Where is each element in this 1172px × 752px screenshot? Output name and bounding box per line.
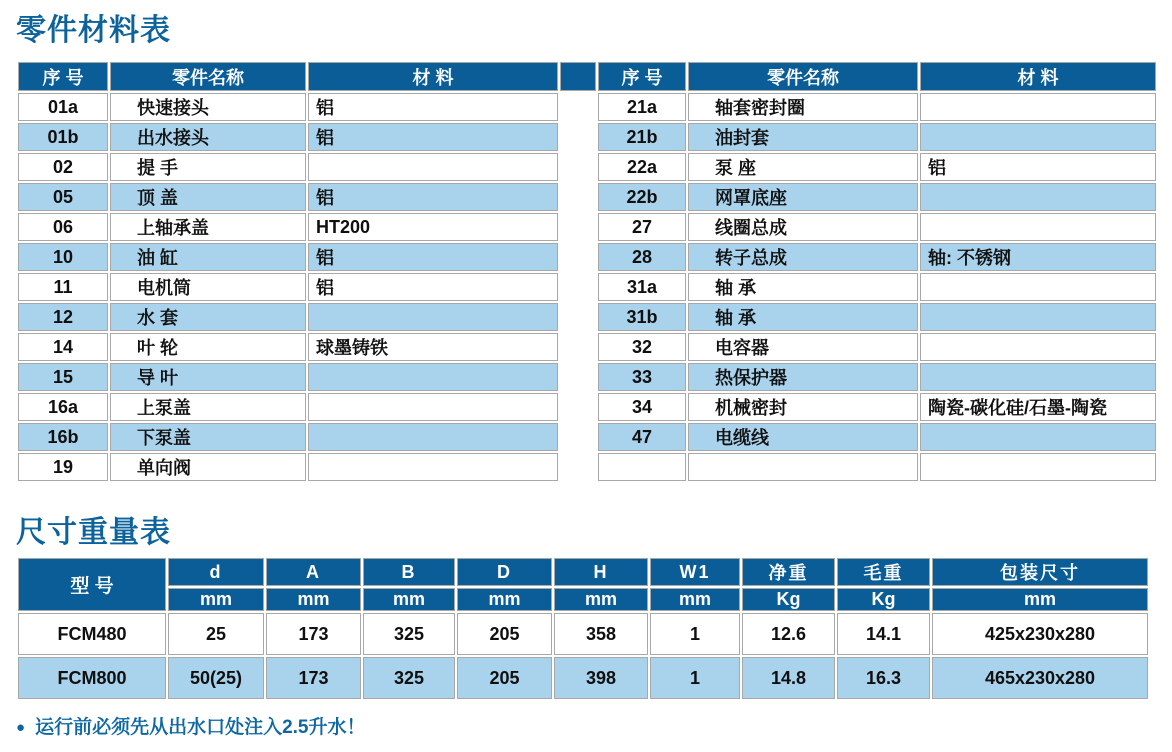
header-gap-cell: [560, 62, 596, 91]
column-header-w1: W1: [650, 558, 740, 586]
column-header-model: 型 号: [18, 558, 166, 611]
table-gap-cell: [560, 273, 596, 301]
column-header-name-left: 零件名称: [110, 62, 306, 91]
part-material-cell: 轴: 不锈钢: [920, 243, 1156, 271]
unit-cell: mm: [168, 588, 264, 611]
parts-material-table: [16, 60, 1158, 483]
part-name-cell: 轴套密封圈: [688, 93, 918, 121]
value-cell-gross-weight: 14.1: [837, 613, 930, 655]
part-material-cell: [920, 453, 1156, 481]
part-material-cell: 铝: [308, 93, 558, 121]
part-material-cell: 铝: [920, 153, 1156, 181]
value-cell-b: 325: [363, 613, 455, 655]
column-header-d: d: [168, 558, 264, 586]
part-material-cell: 铝: [308, 273, 558, 301]
parts-table-row: [18, 393, 1156, 421]
column-header-gross-weight: 毛重: [837, 558, 930, 586]
part-no-cell: 06: [18, 213, 108, 241]
part-name-cell: 电容器: [688, 333, 918, 361]
unit-cell: mm: [457, 588, 552, 611]
part-no-cell: 15: [18, 363, 108, 391]
part-no-cell: [598, 453, 686, 481]
table-gap-cell: [560, 213, 596, 241]
part-material-cell: 球墨铸铁: [308, 333, 558, 361]
column-header-no-left: 序 号: [18, 62, 108, 91]
part-material-cell: 铝: [308, 243, 558, 271]
part-material-cell: [920, 123, 1156, 151]
value-cell-package-size: 465x230x280: [932, 657, 1148, 699]
part-no-cell: 21b: [598, 123, 686, 151]
column-header-a: A: [266, 558, 361, 586]
part-no-cell: 31a: [598, 273, 686, 301]
table-gap-cell: [560, 453, 596, 481]
table-gap-cell: [560, 303, 596, 331]
parts-table-row: [18, 273, 1156, 301]
part-material-cell: [920, 363, 1156, 391]
value-cell-h: 358: [554, 613, 648, 655]
part-name-cell: 下泵盖: [110, 423, 306, 451]
table-gap-cell: [560, 153, 596, 181]
part-material-cell: [920, 423, 1156, 451]
parts-table-row: [18, 123, 1156, 151]
table-gap-cell: [560, 423, 596, 451]
part-name-cell: 热保护器: [688, 363, 918, 391]
priming-note-text: 运行前必须先从出水口处注入2.5升水！: [35, 717, 366, 738]
part-name-cell: 叶 轮: [110, 333, 306, 361]
part-material-cell: 铝: [308, 183, 558, 211]
parts-header-row: [18, 62, 1156, 91]
part-no-cell: 33: [598, 363, 686, 391]
parts-table-row: [18, 183, 1156, 211]
value-cell-d: 50(25): [168, 657, 264, 699]
size-header-label-row: [18, 558, 1148, 586]
priming-note: [16, 712, 365, 739]
part-no-cell: 27: [598, 213, 686, 241]
size-header-unit-row: [18, 588, 1148, 611]
parts-table-row: [18, 333, 1156, 361]
part-no-cell: 10: [18, 243, 108, 271]
part-name-cell: 电机筒: [110, 273, 306, 301]
part-material-cell: [308, 303, 558, 331]
column-header-material-right: 材 料: [920, 62, 1156, 91]
table-gap-cell: [560, 333, 596, 361]
parts-table-row: [18, 423, 1156, 451]
value-cell-dd: 205: [457, 613, 552, 655]
part-name-cell: 提 手: [110, 153, 306, 181]
column-header-name-right: 零件名称: [688, 62, 918, 91]
size-weight-table: [16, 556, 1150, 701]
model-cell: FCM480: [18, 613, 166, 655]
column-header-no-right: 序 号: [598, 62, 686, 91]
part-no-cell: 32: [598, 333, 686, 361]
table-gap-cell: [560, 123, 596, 151]
value-cell-h: 398: [554, 657, 648, 699]
part-name-cell: 油 缸: [110, 243, 306, 271]
value-cell-net-weight: 12.6: [742, 613, 835, 655]
column-header-material-left: 材 料: [308, 62, 558, 91]
value-cell-dd: 205: [457, 657, 552, 699]
part-material-cell: [308, 153, 558, 181]
part-name-cell: 油封套: [688, 123, 918, 151]
table-gap-cell: [560, 363, 596, 391]
table-gap-cell: [560, 243, 596, 271]
part-no-cell: 28: [598, 243, 686, 271]
part-no-cell: 16b: [18, 423, 108, 451]
part-name-cell: 网罩底座: [688, 183, 918, 211]
unit-cell: mm: [650, 588, 740, 611]
value-cell-b: 325: [363, 657, 455, 699]
parts-table-row: [18, 303, 1156, 331]
unit-cell: Kg: [837, 588, 930, 611]
part-material-cell: [920, 93, 1156, 121]
part-material-cell: [308, 393, 558, 421]
part-no-cell: 34: [598, 393, 686, 421]
model-cell: FCM800: [18, 657, 166, 699]
part-no-cell: 22a: [598, 153, 686, 181]
part-no-cell: 12: [18, 303, 108, 331]
part-material-cell: [920, 303, 1156, 331]
part-no-cell: 05: [18, 183, 108, 211]
part-name-cell: 转子总成: [688, 243, 918, 271]
parts-table-row: [18, 243, 1156, 271]
part-name-cell: 出水接头: [110, 123, 306, 151]
table-gap-cell: [560, 183, 596, 211]
table-gap-cell: [560, 393, 596, 421]
part-no-cell: 02: [18, 153, 108, 181]
table-gap-cell: [560, 93, 596, 121]
part-no-cell: 22b: [598, 183, 686, 211]
column-header-b: B: [363, 558, 455, 586]
part-material-cell: [920, 273, 1156, 301]
part-name-cell: 单向阀: [110, 453, 306, 481]
parts-table-row: [18, 93, 1156, 121]
value-cell-w1: 1: [650, 657, 740, 699]
value-cell-a: 173: [266, 657, 361, 699]
part-name-cell: 上泵盖: [110, 393, 306, 421]
part-name-cell: 线圈总成: [688, 213, 918, 241]
value-cell-package-size: 425x230x280: [932, 613, 1148, 655]
parts-table-row: [18, 363, 1156, 391]
value-cell-d: 25: [168, 613, 264, 655]
part-no-cell: 14: [18, 333, 108, 361]
unit-cell: Kg: [742, 588, 835, 611]
column-header-package-size: 包装尺寸: [932, 558, 1148, 586]
part-material-cell: [308, 453, 558, 481]
part-material-cell: 铝: [308, 123, 558, 151]
part-name-cell: 快速接头: [110, 93, 306, 121]
size-table-row: [18, 613, 1148, 655]
unit-cell: mm: [554, 588, 648, 611]
part-name-cell: 泵 座: [688, 153, 918, 181]
part-no-cell: 31b: [598, 303, 686, 331]
part-name-cell: 顶 盖: [110, 183, 306, 211]
parts-table-title: 零件材料表: [16, 14, 171, 47]
parts-table-row: [18, 453, 1156, 481]
part-material-cell: [920, 213, 1156, 241]
value-cell-gross-weight: 16.3: [837, 657, 930, 699]
size-table-row: [18, 657, 1148, 699]
part-no-cell: 01a: [18, 93, 108, 121]
part-no-cell: 21a: [598, 93, 686, 121]
part-material-cell: HT200: [308, 213, 558, 241]
column-header-h: H: [554, 558, 648, 586]
part-name-cell: 水 套: [110, 303, 306, 331]
parts-table-row: [18, 153, 1156, 181]
part-name-cell: [688, 453, 918, 481]
parts-table-row: [18, 213, 1156, 241]
part-name-cell: 轴 承: [688, 273, 918, 301]
part-name-cell: 导 叶: [110, 363, 306, 391]
part-no-cell: 16a: [18, 393, 108, 421]
part-material-cell: [308, 363, 558, 391]
part-material-cell: [308, 423, 558, 451]
part-no-cell: 11: [18, 273, 108, 301]
part-no-cell: 47: [598, 423, 686, 451]
part-name-cell: 电缆线: [688, 423, 918, 451]
part-material-cell: [920, 183, 1156, 211]
part-name-cell: 上轴承盖: [110, 213, 306, 241]
column-header-dd: D: [457, 558, 552, 586]
value-cell-w1: 1: [650, 613, 740, 655]
bullet-icon: ●: [16, 719, 26, 736]
part-no-cell: 19: [18, 453, 108, 481]
part-no-cell: 01b: [18, 123, 108, 151]
unit-cell: mm: [266, 588, 361, 611]
column-header-net-weight: 净重: [742, 558, 835, 586]
unit-cell: mm: [932, 588, 1148, 611]
part-material-cell: [920, 333, 1156, 361]
part-name-cell: 机械密封: [688, 393, 918, 421]
size-table-title: 尺寸重量表: [16, 516, 171, 549]
part-name-cell: 轴 承: [688, 303, 918, 331]
value-cell-net-weight: 14.8: [742, 657, 835, 699]
unit-cell: mm: [363, 588, 455, 611]
part-material-cell: 陶瓷-碳化硅/石墨-陶瓷: [920, 393, 1156, 421]
value-cell-a: 173: [266, 613, 361, 655]
